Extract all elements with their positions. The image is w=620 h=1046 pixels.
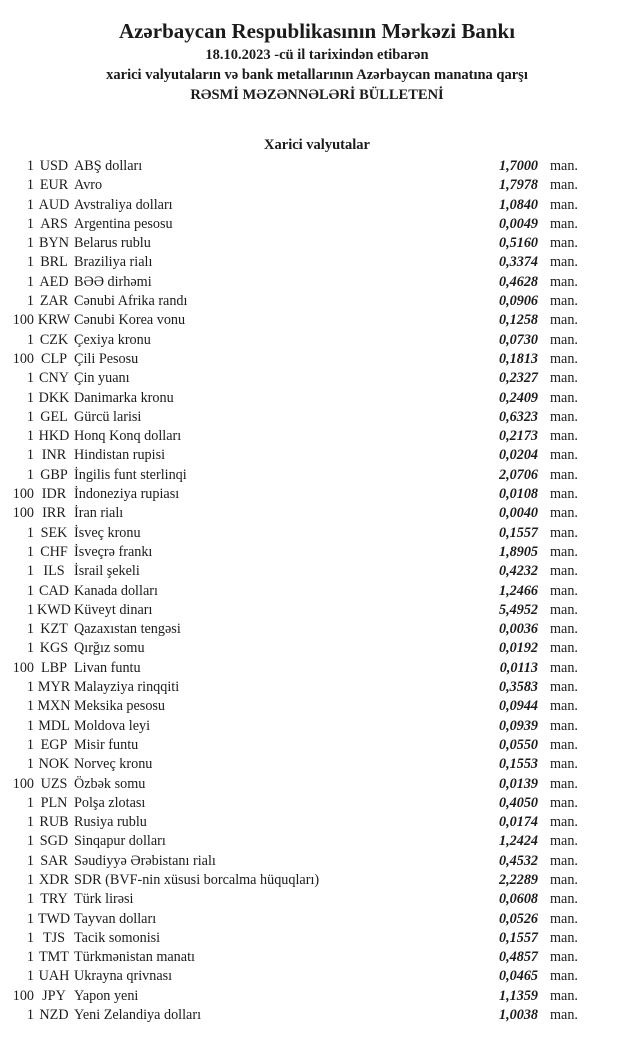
- currency-quantity: 1: [26, 640, 34, 657]
- currency-code: JPY: [42, 987, 66, 1004]
- rate-row: [0, 504, 584, 523]
- rate-unit-label: man.: [550, 833, 578, 850]
- currency-code: CNY: [39, 370, 69, 387]
- currency-name: Qazaxıstan tengəsi: [74, 621, 181, 638]
- rate-value: 0,0204: [498, 447, 538, 464]
- rate-unit-label: man.: [550, 794, 578, 811]
- rate-row: [0, 929, 584, 948]
- rate-unit-label: man.: [550, 1007, 578, 1024]
- currency-name: Hindistan rupisi: [74, 447, 166, 464]
- currency-code: KRW: [37, 312, 71, 329]
- currency-quantity: 1: [26, 447, 34, 464]
- rate-row: [0, 601, 584, 620]
- rate-value: 0,0906: [498, 293, 538, 310]
- currency-name: Səudiyyə Ərəbistanı rialı: [74, 852, 216, 869]
- currency-code: CHF: [40, 543, 68, 560]
- currency-quantity: 100: [12, 659, 34, 676]
- rate-value: 0,0608: [498, 891, 538, 908]
- rate-unit-label: man.: [550, 775, 578, 792]
- currency-code: MXN: [37, 698, 71, 715]
- currency-name: Malayziya rinqqiti: [74, 679, 180, 696]
- currency-quantity: 1: [26, 196, 34, 213]
- currency-code: KWD: [37, 601, 71, 618]
- currency-code: GBP: [40, 466, 68, 483]
- currency-name: Sinqapur dolları: [74, 833, 166, 850]
- rate-row: [0, 350, 584, 369]
- rate-value: 0,1553: [498, 756, 538, 773]
- currency-quantity: 1: [26, 524, 34, 541]
- rate-row: [0, 292, 584, 311]
- rate-row: [0, 311, 584, 330]
- rate-value: 0,4628: [498, 273, 538, 290]
- rate-unit-label: man.: [550, 640, 578, 657]
- currency-code: LBP: [40, 659, 68, 676]
- currency-quantity: 1: [26, 408, 34, 425]
- rate-value: 0,1258: [498, 312, 538, 329]
- currency-quantity: 1: [26, 756, 34, 773]
- subject-line: xarici valyutaların və bank metallarının Azərbaycan manatına qarşı: [106, 67, 528, 83]
- currency-code: KZT: [40, 621, 68, 638]
- rate-unit-label: man.: [550, 659, 578, 676]
- rate-unit-label: man.: [550, 350, 578, 367]
- rate-value: 1,7978: [498, 177, 538, 194]
- currency-name: Argentina pesosu: [74, 215, 173, 232]
- currency-code: AUD: [38, 196, 70, 213]
- rate-value: 0,0139: [498, 775, 538, 792]
- currency-name: Honq Konq dolları: [74, 428, 182, 445]
- rate-unit-label: man.: [550, 717, 578, 734]
- rate-unit-label: man.: [550, 601, 578, 618]
- currency-quantity: 100: [12, 486, 34, 503]
- currency-quantity: 1: [26, 679, 34, 696]
- currency-code: ARS: [40, 215, 68, 232]
- rate-row: [0, 697, 584, 716]
- currency-name: Gürcü larisi: [74, 408, 142, 425]
- rate-row: [0, 717, 584, 736]
- currency-quantity: 1: [26, 717, 34, 734]
- rate-value: 1,0038: [498, 1007, 538, 1024]
- currency-code: SGD: [39, 833, 69, 850]
- currency-code: XDR: [39, 871, 69, 888]
- currency-name: Çexiya kronu: [74, 331, 151, 348]
- currency-code: UAH: [38, 968, 70, 985]
- currency-name: İran rialı: [74, 505, 124, 522]
- section-title-foreign-currencies: Xarici valyutalar: [264, 137, 370, 153]
- currency-quantity: 1: [26, 158, 34, 174]
- currency-name: Tayvan dolları: [74, 910, 157, 927]
- currency-name: BƏƏ dirhəmi: [74, 273, 152, 290]
- rate-value: 2,2289: [498, 871, 538, 888]
- exchange-rates-table: [0, 157, 620, 1025]
- currency-code: PLN: [40, 794, 68, 811]
- rate-unit-label: man.: [550, 736, 578, 753]
- effective-date-line: 18.10.2023 -cü il tarixindən etibarən: [205, 47, 429, 63]
- currency-name: Qırğız somu: [74, 640, 145, 657]
- currency-code: IDR: [41, 486, 67, 503]
- currency-quantity: 1: [26, 466, 34, 483]
- rate-row: [0, 755, 584, 774]
- currency-code: ZAR: [39, 293, 69, 310]
- currency-code: TMT: [39, 949, 69, 966]
- currency-name: Meksika pesosu: [74, 698, 166, 715]
- rate-row: [0, 852, 584, 871]
- currency-quantity: 1: [26, 293, 34, 310]
- currency-code: TRY: [40, 891, 68, 908]
- currency-name: İngilis funt sterlinqi: [74, 466, 187, 483]
- rate-value: 1,2424: [498, 833, 538, 850]
- rate-row: [0, 832, 584, 851]
- rate-value: 0,0108: [498, 486, 538, 503]
- rate-row: [0, 389, 584, 408]
- currency-quantity: 1: [26, 370, 34, 387]
- currency-name: Çili Pesosu: [74, 350, 139, 367]
- currency-code: NZD: [39, 1007, 69, 1024]
- currency-name: İndoneziya rupiası: [74, 486, 180, 503]
- rate-value: 0,5160: [498, 235, 538, 252]
- rate-row: [0, 620, 584, 639]
- rate-value: 0,4232: [498, 563, 538, 580]
- rate-unit-label: man.: [550, 756, 578, 773]
- currency-name: İsveçrə frankı: [74, 543, 153, 560]
- currency-name: Yapon yeni: [74, 987, 139, 1004]
- rate-row: [0, 813, 584, 832]
- currency-code: CLP: [40, 350, 68, 367]
- rate-row: [0, 794, 584, 813]
- currency-quantity: 100: [12, 350, 34, 367]
- rate-value: 0,0174: [498, 814, 538, 831]
- rate-row: [0, 466, 584, 485]
- rate-value: 0,6323: [498, 408, 538, 425]
- currency-quantity: 1: [26, 814, 34, 831]
- currency-name: Ukrayna qrivnası: [74, 968, 173, 985]
- rate-value: 0,0036: [498, 621, 538, 638]
- currency-code: HKD: [38, 428, 70, 445]
- rate-unit-label: man.: [550, 196, 578, 213]
- rate-row: [0, 987, 584, 1006]
- document-header: [0, 0, 620, 105]
- currency-quantity: 1: [26, 331, 34, 348]
- rate-value: 0,3583: [498, 679, 538, 696]
- rate-unit-label: man.: [550, 949, 578, 966]
- currency-name: Braziliya rialı: [74, 254, 153, 271]
- currency-name: Küveyt dinarı: [74, 601, 153, 618]
- rate-value: 0,2327: [498, 370, 538, 387]
- rate-value: 0,1557: [498, 929, 538, 946]
- currency-quantity: 1: [26, 254, 34, 271]
- currency-name: Norveç kronu: [74, 756, 153, 773]
- currency-code: MYR: [37, 679, 71, 696]
- currency-code: CZK: [39, 331, 69, 348]
- currency-name: Kanada dolları: [74, 582, 158, 599]
- rate-unit-label: man.: [550, 505, 578, 522]
- currency-name: Yeni Zelandiya dolları: [74, 1007, 202, 1024]
- rate-value: 1,2466: [498, 582, 538, 599]
- currency-quantity: 1: [26, 833, 34, 850]
- currency-code: CAD: [39, 582, 69, 599]
- rate-value: 0,3374: [498, 254, 538, 271]
- rate-value: 1,7000: [498, 158, 538, 174]
- currency-name: Türkmənistan manatı: [74, 949, 195, 966]
- rate-unit-label: man.: [550, 466, 578, 483]
- rate-value: 0,0192: [498, 640, 538, 657]
- rate-value: 0,1813: [498, 350, 538, 367]
- currency-code: IRR: [42, 505, 66, 522]
- rate-row: [0, 678, 584, 697]
- currency-quantity: 1: [26, 871, 34, 888]
- rate-row: [0, 890, 584, 909]
- rate-unit-label: man.: [550, 524, 578, 541]
- rate-value: 0,0113: [499, 659, 538, 676]
- currency-name: Moldova leyi: [74, 717, 151, 734]
- rate-value: 0,2409: [498, 389, 538, 406]
- currency-quantity: 1: [26, 273, 34, 290]
- currency-quantity: 1: [26, 929, 34, 946]
- rate-row: [0, 948, 584, 967]
- currency-code: TJS: [42, 929, 66, 946]
- currency-code: AED: [39, 273, 69, 290]
- currency-code: EGP: [40, 736, 68, 753]
- currency-name: ABŞ dolları: [74, 158, 143, 174]
- rate-row: [0, 157, 584, 176]
- rate-unit-label: man.: [550, 968, 578, 985]
- rate-row: [0, 234, 584, 253]
- currency-code: UZS: [40, 775, 68, 792]
- rate-unit-label: man.: [550, 158, 578, 174]
- currency-code: NOK: [38, 756, 70, 773]
- rate-value: 5,4952: [498, 601, 538, 618]
- rate-value: 1,0840: [498, 196, 538, 213]
- rate-value: 0,0730: [498, 331, 538, 348]
- bulletin-title: RƏSMİ MƏZƏNNƏLƏRİ BÜLLETENİ: [190, 87, 444, 103]
- rate-value: 0,0049: [498, 215, 538, 232]
- currency-quantity: 1: [26, 968, 34, 985]
- rate-row: [0, 215, 584, 234]
- currency-name: Cənubi Korea vonu: [74, 312, 186, 329]
- rate-unit-label: man.: [550, 293, 578, 310]
- currency-name: SDR (BVF-nin xüsusi borcalma hüquqları): [74, 871, 320, 888]
- currency-quantity: 1: [26, 698, 34, 715]
- rate-value: 0,0526: [498, 910, 538, 927]
- currency-name: Belarus rublu: [74, 235, 151, 252]
- rate-row: [0, 273, 584, 292]
- currency-name: İsveç kronu: [74, 524, 141, 541]
- rate-row: [0, 176, 584, 195]
- currency-code: BRL: [40, 254, 68, 271]
- rate-unit-label: man.: [550, 987, 578, 1004]
- rate-value: 0,0550: [498, 736, 538, 753]
- currency-name: Livan funtu: [74, 659, 141, 676]
- rate-unit-label: man.: [550, 428, 578, 445]
- rate-row: [0, 562, 584, 581]
- currency-quantity: 1: [26, 215, 34, 232]
- rate-row: [0, 871, 584, 890]
- rate-row: [0, 582, 584, 601]
- currency-quantity: 1: [26, 235, 34, 252]
- rate-value: 0,0944: [498, 698, 538, 715]
- rate-unit-label: man.: [550, 563, 578, 580]
- currency-quantity: 1: [26, 949, 34, 966]
- currency-quantity: 1: [26, 621, 34, 638]
- rate-value: 0,0465: [498, 968, 538, 985]
- rate-unit-label: man.: [550, 312, 578, 329]
- currency-quantity: 100: [12, 312, 34, 329]
- currency-name: Rusiya rublu: [74, 814, 147, 831]
- rate-value: 1,8905: [498, 543, 538, 560]
- rate-unit-label: man.: [550, 698, 578, 715]
- rate-unit-label: man.: [550, 215, 578, 232]
- currency-name: Avro: [74, 177, 103, 194]
- rate-row: [0, 543, 584, 562]
- rate-unit-label: man.: [550, 814, 578, 831]
- rate-unit-label: man.: [550, 910, 578, 927]
- rate-row: [0, 659, 584, 678]
- rate-unit-label: man.: [550, 447, 578, 464]
- rate-row: [0, 408, 584, 427]
- rate-value: 1,1359: [498, 987, 538, 1004]
- currency-code: RUB: [39, 814, 69, 831]
- currency-code: SAR: [40, 852, 68, 869]
- currency-quantity: 1: [26, 543, 34, 560]
- currency-code: TWD: [37, 910, 71, 927]
- currency-name: Misir funtu: [74, 736, 139, 753]
- currency-quantity: 1: [26, 389, 34, 406]
- currency-code: USD: [39, 158, 69, 174]
- rate-row: [0, 736, 584, 755]
- rate-value: 0,4050: [498, 794, 538, 811]
- rate-value: 0,2173: [498, 428, 538, 445]
- currency-quantity: 100: [12, 775, 34, 792]
- rate-row: [0, 1006, 584, 1025]
- rate-unit-label: man.: [550, 331, 578, 348]
- rate-row: [0, 639, 584, 658]
- rate-row: [0, 253, 584, 272]
- rate-unit-label: man.: [550, 273, 578, 290]
- rate-unit-label: man.: [550, 929, 578, 946]
- currency-code: MDL: [38, 717, 70, 734]
- currency-quantity: 1: [26, 601, 34, 618]
- rate-row: [0, 446, 584, 465]
- rate-value: 0,4857: [498, 949, 538, 966]
- rate-unit-label: man.: [550, 891, 578, 908]
- currency-code: INR: [41, 447, 67, 464]
- currency-code: SEK: [40, 524, 68, 541]
- rate-unit-label: man.: [550, 177, 578, 194]
- rate-value: 0,1557: [498, 524, 538, 541]
- currency-code: DKK: [38, 389, 70, 406]
- currency-quantity: 1: [26, 794, 34, 811]
- currency-code: GEL: [40, 408, 68, 425]
- currency-name: İsrail şekeli: [74, 563, 140, 580]
- currency-quantity: 100: [12, 505, 34, 522]
- currency-quantity: 1: [26, 736, 34, 753]
- rate-row: [0, 196, 584, 215]
- currency-quantity: 1: [26, 177, 34, 194]
- rate-unit-label: man.: [550, 389, 578, 406]
- rate-row: [0, 775, 584, 794]
- currency-quantity: 1: [26, 563, 34, 580]
- currency-name: Avstraliya dolları: [74, 196, 173, 213]
- currency-quantity: 1: [26, 428, 34, 445]
- currency-quantity: 1: [26, 1007, 34, 1024]
- rate-value: 0,4532: [498, 852, 538, 869]
- currency-code: EUR: [39, 177, 69, 194]
- currency-quantity: 100: [12, 987, 34, 1004]
- rate-value: 0,0040: [498, 505, 538, 522]
- rate-row: [0, 485, 584, 504]
- currency-code: KGS: [39, 640, 69, 657]
- currency-quantity: 1: [26, 852, 34, 869]
- rate-row: [0, 331, 584, 350]
- currency-quantity: 1: [26, 582, 34, 599]
- rate-unit-label: man.: [550, 370, 578, 387]
- rate-row: [0, 524, 584, 543]
- currency-name: Özbək somu: [74, 775, 146, 792]
- rate-unit-label: man.: [550, 235, 578, 252]
- currency-name: Polşa zlotası: [74, 794, 146, 811]
- rate-unit-label: man.: [550, 621, 578, 638]
- currency-name: Cənubi Afrika randı: [74, 293, 188, 310]
- rate-value: 0,0939: [498, 717, 538, 734]
- currency-name: Tacik somonisi: [74, 929, 161, 946]
- currency-code: BYN: [39, 235, 69, 252]
- rate-unit-label: man.: [550, 543, 578, 560]
- rate-unit-label: man.: [550, 582, 578, 599]
- rate-unit-label: man.: [550, 486, 578, 503]
- currency-quantity: 1: [26, 910, 34, 927]
- rate-unit-label: man.: [550, 408, 578, 425]
- rate-row: [0, 910, 584, 929]
- rate-row: [0, 967, 584, 986]
- currency-name: Türk lirəsi: [74, 891, 134, 908]
- rate-unit-label: man.: [550, 254, 578, 271]
- currency-quantity: 1: [26, 891, 34, 908]
- rate-unit-label: man.: [550, 871, 578, 888]
- rate-unit-label: man.: [550, 679, 578, 696]
- rate-value: 2,0706: [498, 466, 538, 483]
- bank-name-title: Azərbaycan Respublikasının Mərkəzi Bankı: [118, 19, 516, 43]
- rate-row: [0, 427, 584, 446]
- currency-name: Danimarka kronu: [74, 389, 174, 406]
- currency-name: Çin yuanı: [74, 370, 130, 387]
- rate-row: [0, 369, 584, 388]
- rate-unit-label: man.: [550, 852, 578, 869]
- currency-code: ILS: [43, 563, 65, 580]
